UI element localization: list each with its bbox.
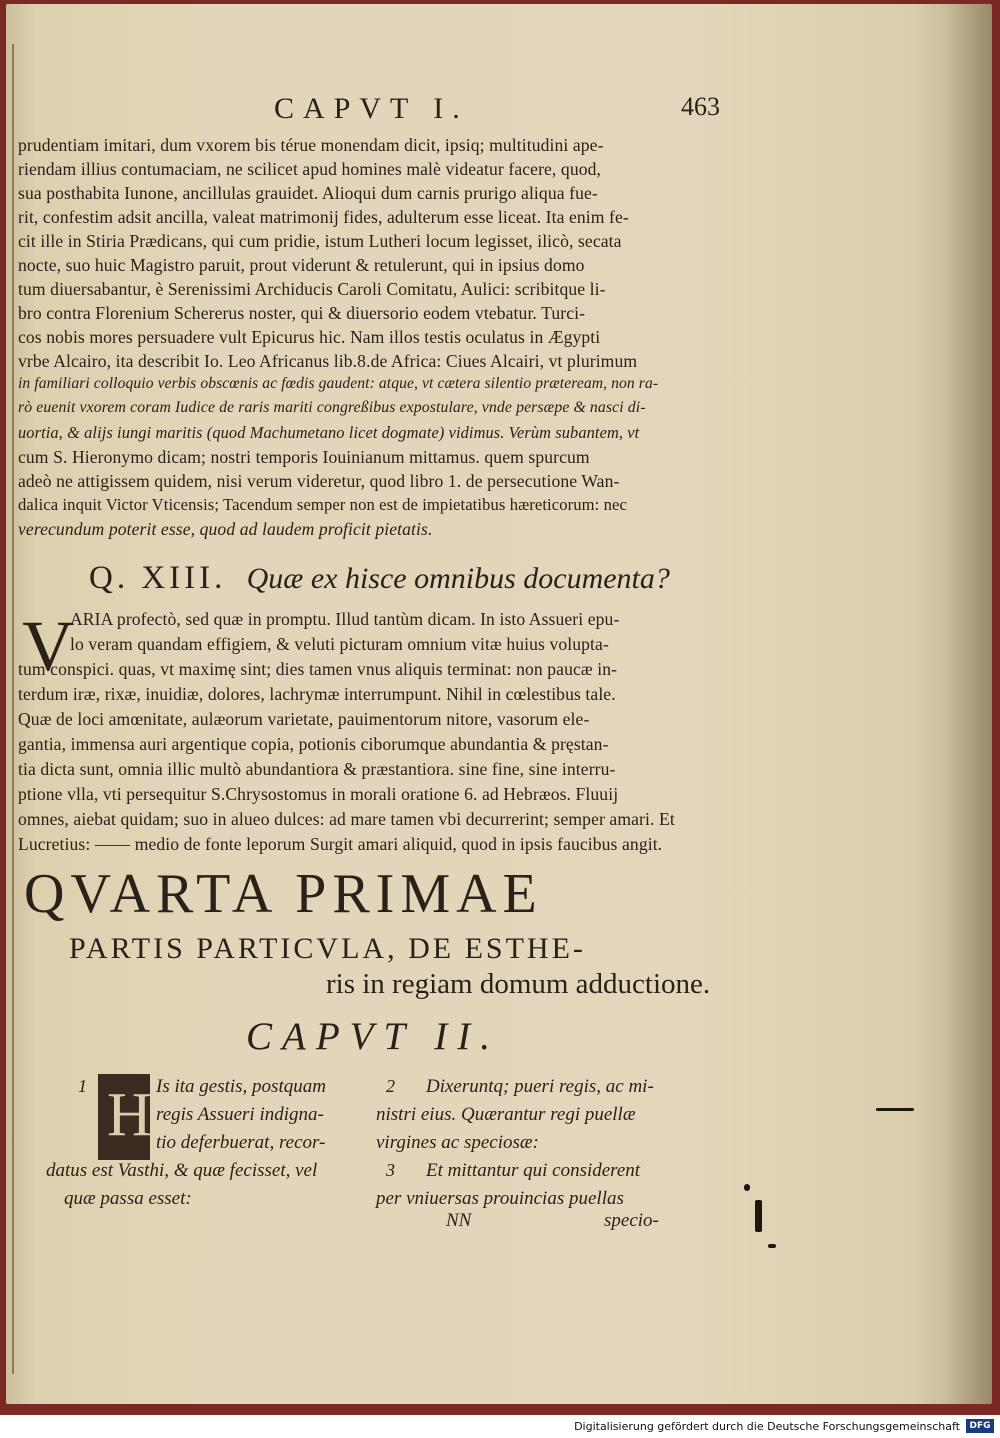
running-head: CAPVT I. — [274, 92, 469, 125]
verse-line: Is ita gestis, postquam — [156, 1076, 326, 1097]
dfg-logo: DFG — [966, 1419, 994, 1433]
part-title: QVARTA PRIMAE — [24, 863, 543, 925]
body-line: prudentiam imitari, dum vxorem bis térue monendam dicit, ipsiq; multitudini ape- — [18, 135, 604, 155]
page-number: 463 — [681, 92, 720, 121]
verse-number: 3 — [386, 1160, 395, 1180]
answer-line: Lucretius: —— medio de fonte leporum Surgit amari aliquid, quod in ipsis faucibus angit. — [18, 834, 663, 854]
page-left-edge — [12, 44, 14, 1374]
body-line: nocte, suo huic Magistro paruit, prout viderunt & retulerunt, qui in ipsius domo — [18, 255, 585, 275]
verse-number: 2 — [386, 1076, 395, 1096]
ornament-letter: H — [107, 1081, 152, 1149]
verse-line: Dixeruntq; pueri regis, ac mi- — [426, 1076, 654, 1097]
catchword: specio- — [604, 1210, 659, 1231]
page-gutter-shadow — [944, 4, 992, 1404]
question-heading — [89, 560, 670, 597]
ink-bleed-mark — [755, 1200, 762, 1232]
ink-bleed-mark — [744, 1184, 750, 1191]
chapter-heading: CAPVT II. — [246, 1015, 500, 1058]
answer-line: terdum iræ, rixæ, inuidiæ, dolores, lachrymæ interrumpunt. Nihil in cœlestibus tale. — [18, 684, 616, 704]
body-line: bro contra Florenium Schererus noster, qui & diuersorio eodem vtebatur. Turci- — [18, 303, 586, 323]
body-line: tum diuersabantur, è Serenissimi Archiducis Caroli Comitatu, Aulici: scribitque li- — [18, 279, 606, 299]
body-line: uortia, & alijs iungi maritis (quod Machumetano licet dogmate) vidimus. Verùm subantem, vt — [18, 423, 640, 442]
answer-line: tum conspici. quas, vt maximę sint; dies tamen vnus aliquis terminat: non paucæ in- — [18, 659, 618, 679]
verse-line: per vniuersas prouincias puellas — [376, 1188, 624, 1209]
drop-cap: V — [22, 606, 74, 686]
verse-number: 1 — [78, 1076, 87, 1096]
answer-line: ARIA profectò, sed quæ in promptu. Illud tantùm dicam. In isto Assueri epu- — [70, 609, 620, 629]
verse-line: virgines ac speciosæ: — [376, 1132, 539, 1153]
verse-line: datus est Vasthi, & quæ fecisset, vel — [46, 1160, 318, 1181]
signature-mark: NN — [446, 1210, 472, 1231]
body-line: rit, confestim adsit ancilla, valeat matrimonij fides, adulterum esse liceat. Ita enim fe- — [18, 207, 629, 227]
answer-line: lo veram quandam effigiem, & veluti picturam omnium vitæ huius volupta- — [70, 634, 609, 654]
verse-line: tio deferbuerat, recor- — [156, 1132, 326, 1153]
body-line: sua posthabita Iunone, ancillulas grauidet. Alioqui dum carnis prurigo aliqua fue- — [18, 183, 598, 203]
answer-line: gantia, immensa auri argentique copia, potionis ciborumque abundantia & pręstan- — [18, 734, 609, 754]
answer-line: tia dicta sunt, omnia illic multò abundantiora & præstantiora. sine fine, sine interru- — [18, 759, 616, 779]
body-line: rò euenit vxorem coram Iudice de raris mariti congreßibus expostulare, vnde persæpe & nasci di- — [18, 399, 646, 416]
body-line: cos nobis mores persuadere vult Epicurus hic. Nam illos testis oculatus in Ægypti — [18, 327, 601, 347]
body-line: verecundum poterit esse, quod ad laudem proficit pietatis. — [18, 519, 433, 539]
answer-line: omnes, aiebat quidam; suo in alueo dulces: ad mare tamen vbi decurrerint; semper amari. Et — [18, 809, 675, 829]
verse-line: quæ passa esset: — [64, 1188, 192, 1209]
body-line: in familiari colloquio verbis obscœnis ac fœdis gaudent: atque, vt cætera silentio præteream, non ra- — [18, 375, 659, 392]
verse-line: Et mittantur qui considerent — [426, 1160, 641, 1181]
part-subtitle: ris in regiam domum adductione. — [326, 968, 711, 1000]
body-line: dalica inquit Victor Vticensis; Tacendum semper non est de impietatibus hæreticorum: nec — [18, 495, 627, 514]
verse-line: regis Assueri indigna- — [156, 1104, 324, 1125]
answer-line: ptione vlla, vti persequitur S.Chrysostomus in morali oratione 6. ad Hebræos. Fluuij — [18, 784, 619, 804]
body-line: cit ille in Stiria Prædicans, qui cum pridie, istum Lutheri locum legisset, ilicò, secata — [18, 231, 622, 251]
ornamental-initial — [98, 1074, 150, 1160]
question-label: Q. XIII. — [89, 560, 227, 596]
ink-bleed-mark — [768, 1244, 776, 1248]
part-subtitle: PARTIS PARTICVLA, DE ESTHE- — [69, 932, 586, 965]
body-line: riendam illius contumaciam, ne scilicet apud homines malè videatur facere, quod, — [18, 159, 602, 179]
book-page — [6, 4, 992, 1404]
body-line: adeò ne attigissem quidem, nisi verum videretur, quod libro 1. de persecutione Wan- — [18, 471, 620, 491]
footer-bar — [0, 1415, 1000, 1438]
verse-line: nistri eius. Quærantur regi puellæ — [376, 1104, 636, 1125]
answer-line: Quæ de loci amœnitate, aulæorum varietate, pauimentorum nitore, vasorum ele- — [18, 709, 590, 729]
body-line: cum S. Hieronymo dicam; nostri temporis Iouinianum mittamus. quem spurcum — [18, 447, 590, 467]
funding-credit: Digitalisierung gefördert durch die Deutsche Forschungsgemeinschaft — [574, 1420, 960, 1433]
ink-bleed-mark — [876, 1108, 914, 1111]
question-text: Quæ ex hisce omnibus documenta? — [246, 562, 670, 595]
body-line: vrbe Alcairo, ita describit Io. Leo Africanus lib.8.de Africa: Ciues Alcairi, vt plurimum — [18, 351, 638, 371]
